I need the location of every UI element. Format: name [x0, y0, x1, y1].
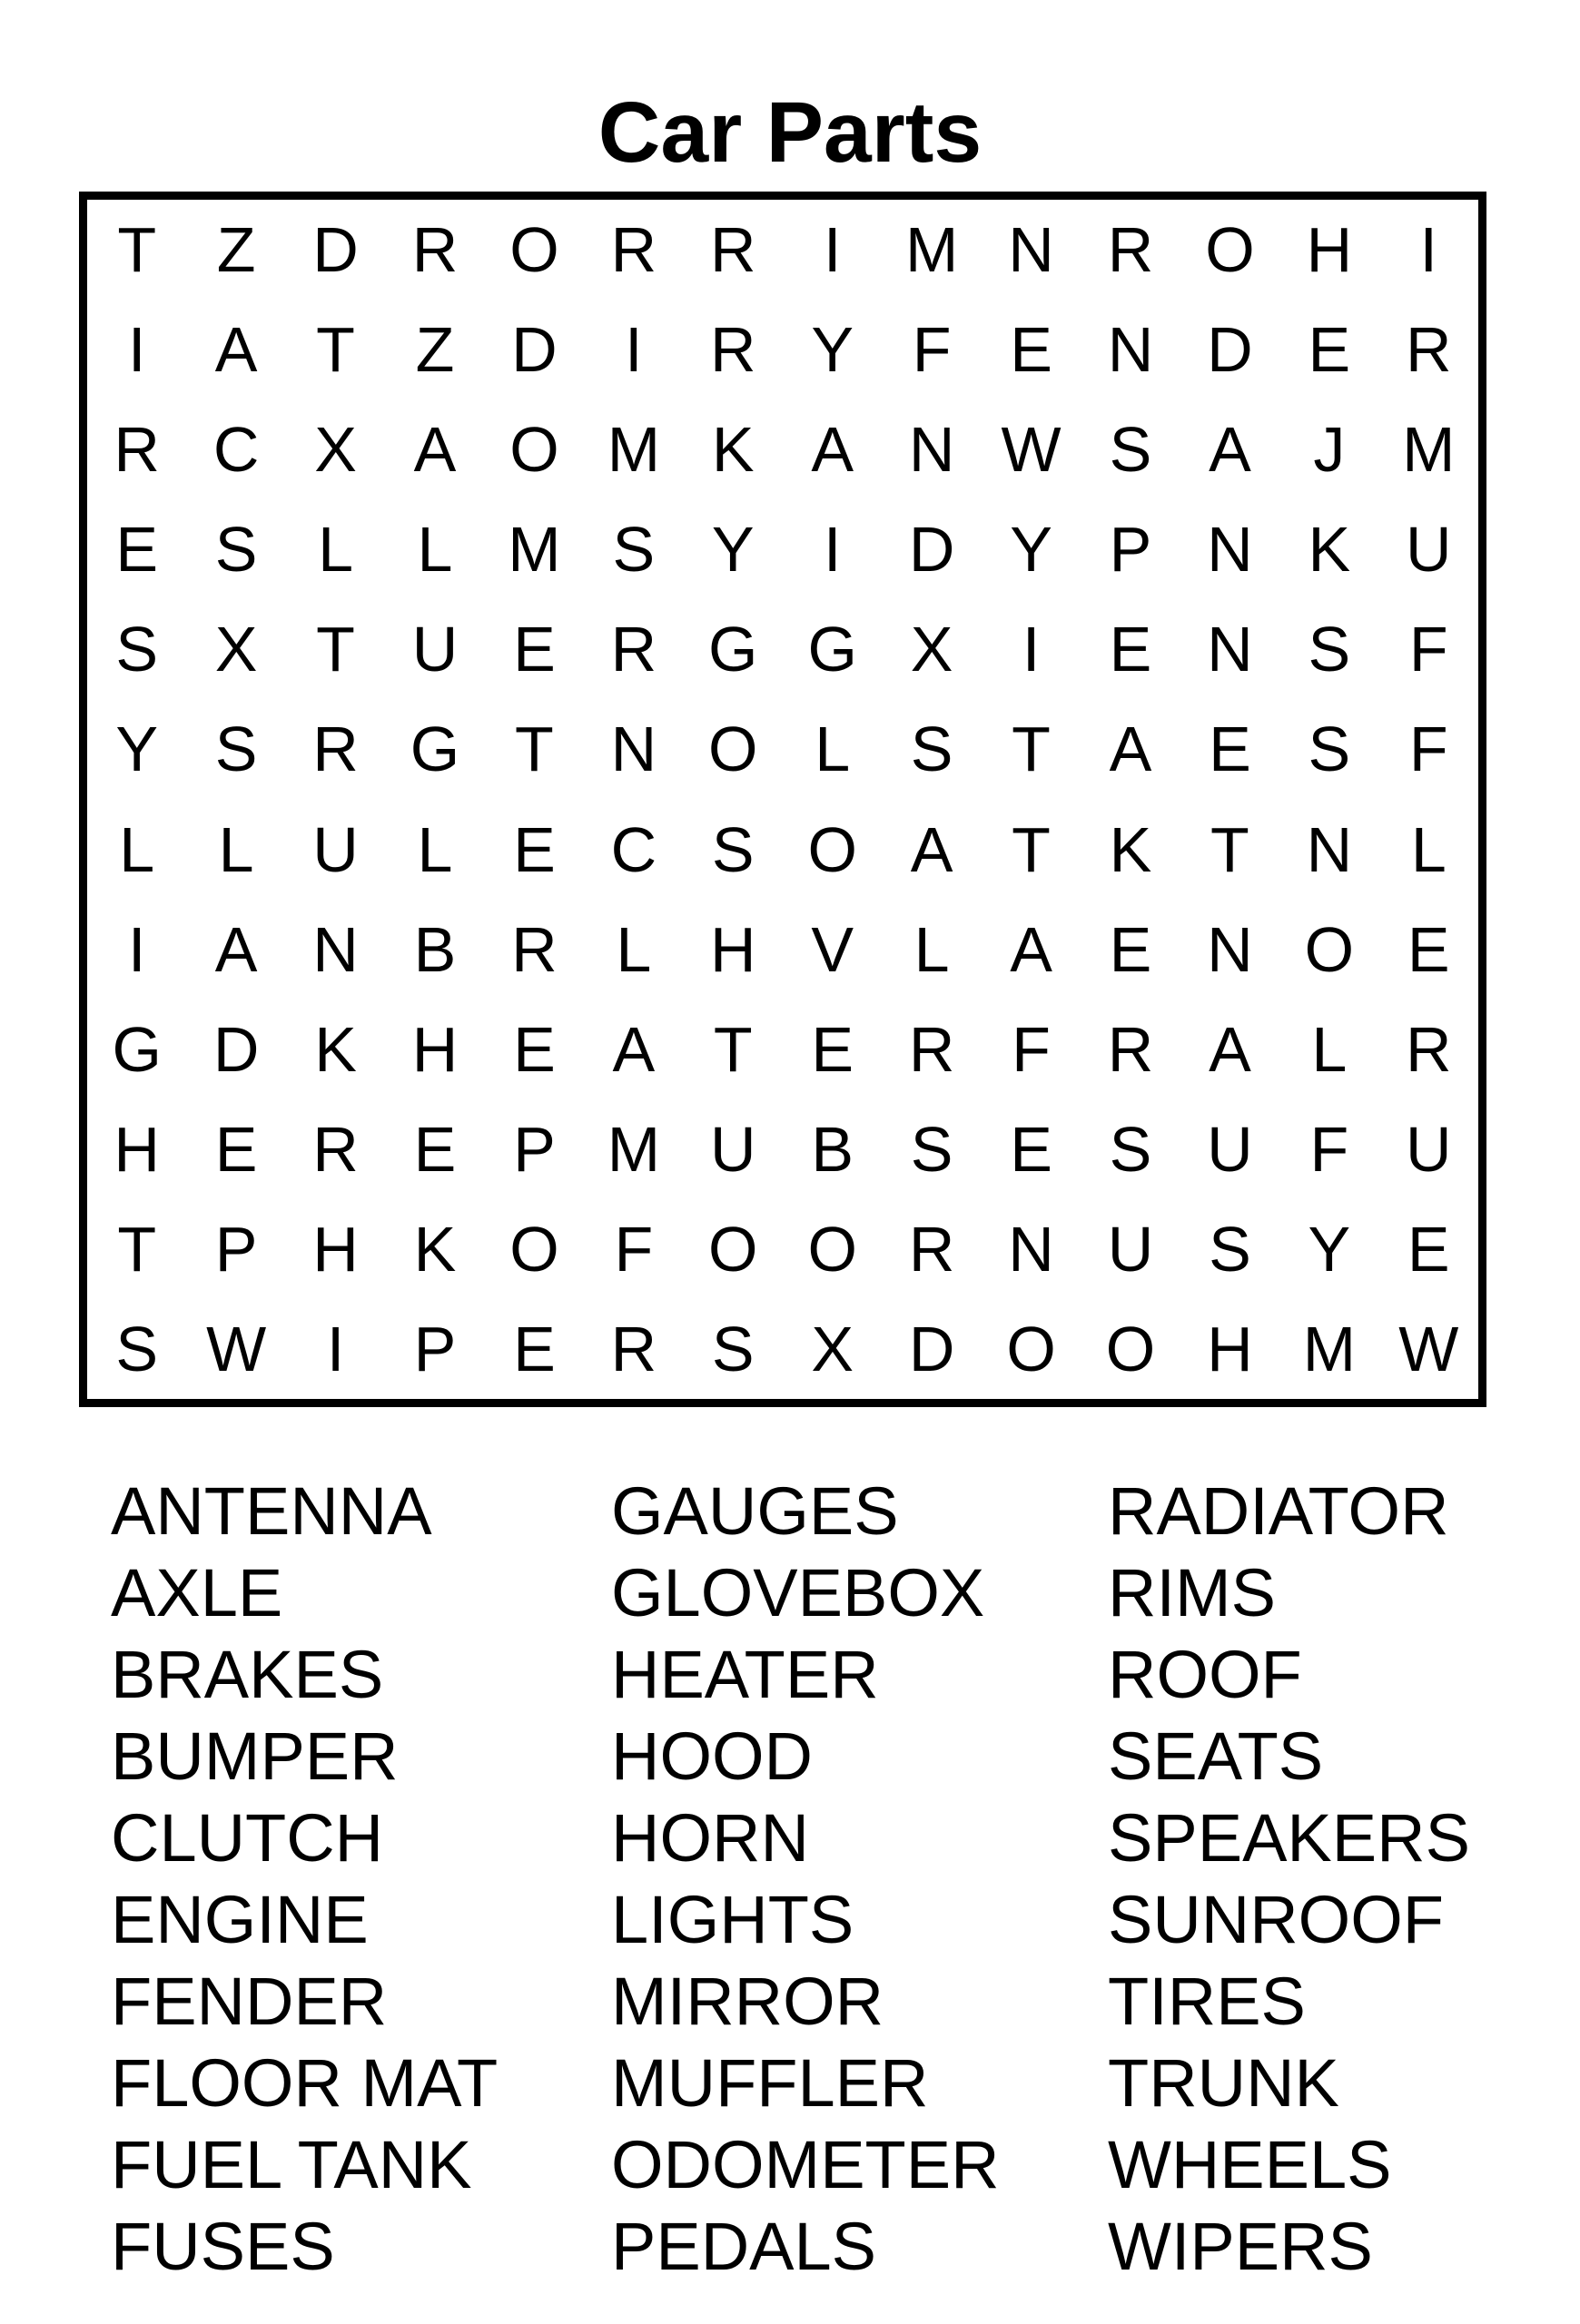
word-list-column-2: [611, 1471, 1000, 2288]
grid-cell-r7-c2: L: [218, 813, 254, 885]
grid-cell-r10-c10: E: [1010, 1113, 1052, 1185]
grid-cell-r4-c6: S: [612, 514, 656, 586]
grid-cell-r6-c11: A: [1109, 714, 1152, 785]
grid-cell-r11-c10: N: [1008, 1213, 1054, 1285]
word-item: GLOVEBOX: [611, 1555, 985, 1630]
grid-cell-r1-c3: D: [312, 214, 359, 286]
grid-cell-r7-c12: T: [1210, 813, 1249, 885]
grid-cell-r12-c4: P: [413, 1313, 457, 1384]
grid-cell-r3-c4: A: [413, 414, 457, 486]
grid-cell-r6-c1: Y: [115, 714, 159, 785]
grid-cell-r3-c8: A: [811, 414, 854, 486]
grid-cell-r1-c8: I: [823, 214, 842, 286]
grid-cell-r9-c13: L: [1311, 1013, 1348, 1085]
grid-cell-r2-c8: Y: [811, 314, 854, 386]
grid-cell-r6-c12: E: [1209, 714, 1251, 785]
grid-cell-r11-c6: F: [614, 1213, 654, 1285]
grid-cell-r2-c7: R: [710, 314, 756, 386]
grid-cell-r5-c1: S: [115, 614, 159, 685]
grid-cell-r3-c14: M: [1402, 414, 1456, 486]
word-item: TRUNK: [1108, 2045, 1339, 2121]
word-item: ANTENNA: [111, 1473, 432, 1549]
grid-cell-r9-c5: E: [513, 1013, 556, 1085]
grid-cell-r8-c1: I: [127, 913, 146, 985]
grid-cell-r7-c9: A: [910, 813, 953, 885]
grid-cell-r10-c8: B: [811, 1113, 854, 1185]
grid-cell-r5-c9: X: [910, 614, 953, 685]
grid-cell-r1-c10: N: [1008, 214, 1054, 286]
grid-cell-r11-c4: K: [413, 1213, 457, 1285]
word-item: AXLE: [111, 1555, 283, 1630]
word-item: SEATS: [1108, 1718, 1324, 1794]
grid-cell-r12-c10: O: [1006, 1313, 1056, 1384]
grid-cell-r6-c10: T: [1012, 714, 1051, 785]
grid-cell-r8-c10: A: [1010, 913, 1052, 985]
word-list-column-3: [1108, 1471, 1470, 2288]
grid-cell-r4-c4: L: [417, 514, 453, 586]
grid-cell-r3-c6: M: [607, 414, 660, 486]
grid-cell-r3-c10: W: [1001, 414, 1062, 486]
grid-cell-r9-c10: F: [1012, 1013, 1051, 1085]
word-item: ODOMETER: [611, 2127, 1000, 2202]
grid-cell-r2-c9: F: [912, 314, 952, 386]
grid-cell-r11-c3: H: [312, 1213, 359, 1285]
word-item: WHEELS: [1108, 2127, 1392, 2202]
grid-cell-r2-c14: R: [1406, 314, 1452, 386]
word-item: BUMPER: [111, 1718, 399, 1794]
grid-cell-r6-c9: S: [910, 714, 953, 785]
word-item: WIPERS: [1108, 2209, 1373, 2284]
grid-cell-r4-c11: P: [1109, 514, 1152, 586]
word-item: FUSES: [111, 2209, 335, 2284]
grid-cell-r8-c12: N: [1207, 913, 1253, 985]
grid-cell-r6-c8: L: [815, 714, 851, 785]
grid-cell-r12-c12: H: [1207, 1313, 1253, 1384]
grid-cell-r7-c10: T: [1012, 813, 1051, 885]
grid-cell-r11-c8: O: [807, 1213, 857, 1285]
grid-cell-r9-c14: R: [1406, 1013, 1452, 1085]
grid-cell-r10-c7: U: [710, 1113, 756, 1185]
grid-cell-r1-c14: I: [1419, 214, 1437, 286]
grid-cell-r5-c10: I: [1022, 614, 1041, 685]
grid-cell-r10-c14: U: [1406, 1113, 1452, 1185]
grid-cell-r10-c6: M: [607, 1113, 660, 1185]
grid-cell-r2-c5: D: [511, 314, 558, 386]
grid-cell-r9-c4: H: [411, 1013, 459, 1085]
word-item: PEDALS: [611, 2209, 877, 2284]
grid-cell-r12-c1: S: [115, 1313, 159, 1384]
grid-cell-r10-c4: E: [413, 1113, 457, 1185]
grid-cell-r11-c1: T: [117, 1213, 157, 1285]
grid-cell-r5-c11: E: [1109, 614, 1152, 685]
grid-cell-r6-c4: G: [410, 714, 460, 785]
grid-cell-r9-c7: T: [713, 1013, 753, 1085]
grid-cell-r3-c12: A: [1209, 414, 1251, 486]
grid-cell-r5-c4: U: [411, 614, 459, 685]
word-item: CLUTCH: [111, 1800, 384, 1876]
word-item: FLOOR MAT: [111, 2045, 499, 2121]
grid-cell-r11-c5: O: [509, 1213, 559, 1285]
grid-cell-r9-c11: R: [1107, 1013, 1154, 1085]
word-item: TIRES: [1108, 1964, 1306, 2039]
grid-cell-r7-c3: U: [312, 813, 359, 885]
grid-cell-r7-c11: K: [1109, 813, 1152, 885]
grid-cell-r8-c11: E: [1109, 913, 1152, 985]
grid-cell-r11-c11: U: [1107, 1213, 1154, 1285]
grid-cell-r4-c9: D: [908, 514, 955, 586]
grid-cell-r3-c5: O: [509, 414, 559, 486]
grid-cell-r1-c1: T: [117, 214, 157, 286]
grid-cell-r12-c5: E: [513, 1313, 556, 1384]
grid-cell-r1-c5: O: [509, 214, 559, 286]
grid-cell-r9-c6: A: [612, 1013, 656, 1085]
grid-cell-r8-c8: V: [811, 913, 854, 985]
grid-cell-r8-c4: B: [413, 913, 457, 985]
grid-cell-r4-c8: I: [823, 514, 842, 586]
grid-cell-r1-c6: R: [610, 214, 657, 286]
word-item: RADIATOR: [1108, 1473, 1449, 1549]
grid-cell-r7-c14: L: [1410, 813, 1447, 885]
grid-cell-r8-c3: N: [312, 913, 359, 985]
word-item: FUEL TANK: [111, 2127, 472, 2202]
grid-cell-r12-c13: M: [1302, 1313, 1356, 1384]
grid-cell-r11-c13: Y: [1308, 1213, 1351, 1285]
word-item: MIRROR: [611, 1964, 884, 2039]
grid-cell-r3-c11: S: [1109, 414, 1152, 486]
grid-cell-r11-c12: S: [1209, 1213, 1251, 1285]
grid-cell-r5-c12: N: [1207, 614, 1253, 685]
grid-cell-r8-c13: O: [1304, 913, 1355, 985]
grid-cell-r2-c13: E: [1308, 314, 1351, 386]
grid-cell-r5-c6: R: [610, 614, 657, 685]
grid-cell-r2-c6: I: [625, 314, 643, 386]
grid-cell-r4-c3: L: [318, 514, 354, 586]
grid-cell-r7-c1: L: [119, 813, 155, 885]
grid-cell-r2-c3: T: [316, 314, 355, 386]
grid-cell-r12-c9: D: [908, 1313, 955, 1384]
grid-cell-r1-c11: R: [1107, 214, 1154, 286]
grid-cell-r7-c4: L: [417, 813, 453, 885]
grid-cell-r7-c7: S: [711, 813, 755, 885]
grid-cell-r3-c9: N: [908, 414, 955, 486]
grid-cell-r4-c13: K: [1308, 514, 1351, 586]
grid-cell-r4-c2: S: [214, 514, 258, 586]
grid-cell-r7-c6: C: [610, 813, 657, 885]
grid-cell-r11-c2: P: [214, 1213, 258, 1285]
grid-cell-r11-c9: R: [908, 1213, 955, 1285]
grid-cell-r1-c12: O: [1205, 214, 1255, 286]
page-title: Car Parts: [597, 84, 983, 181]
word-item: ENGINE: [111, 1882, 369, 1957]
grid-cell-r10-c2: E: [214, 1113, 258, 1185]
grid-cell-r5-c3: T: [316, 614, 355, 685]
grid-cell-r11-c7: O: [708, 1213, 758, 1285]
grid-cell-r11-c14: E: [1407, 1213, 1450, 1285]
grid-cell-r10-c11: S: [1109, 1113, 1152, 1185]
grid-cell-r4-c1: E: [115, 514, 159, 586]
grid-cell-r2-c10: E: [1010, 314, 1052, 386]
word-item: HEATER: [611, 1637, 879, 1712]
grid-cell-r12-c7: S: [711, 1313, 755, 1384]
grid-cell-r9-c2: D: [212, 1013, 260, 1085]
grid-cell-r5-c13: S: [1308, 614, 1351, 685]
word-item: SUNROOF: [1108, 1882, 1444, 1957]
word-item: RIMS: [1108, 1555, 1276, 1630]
grid-cell-r6-c2: S: [214, 714, 258, 785]
grid-cell-r10-c3: R: [312, 1113, 359, 1185]
grid-cell-r10-c1: H: [114, 1113, 160, 1185]
grid-cell-r10-c13: F: [1309, 1113, 1349, 1185]
grid-cell-r5-c14: F: [1408, 614, 1448, 685]
grid-cell-r12-c2: W: [206, 1313, 267, 1384]
grid-cell-r4-c10: Y: [1010, 514, 1052, 586]
grid-cell-r3-c3: X: [314, 414, 357, 486]
grid-cell-r12-c8: X: [811, 1313, 854, 1384]
grid-cell-r1-c9: M: [904, 214, 959, 286]
grid-cell-r8-c2: A: [214, 913, 258, 985]
word-item: BRAKES: [111, 1637, 384, 1712]
grid-cell-r3-c1: R: [114, 414, 160, 486]
grid-cell-r8-c7: H: [710, 913, 756, 985]
grid-cell-r4-c14: U: [1406, 514, 1452, 586]
grid-cell-r8-c14: E: [1407, 913, 1450, 985]
grid-cell-r6-c13: S: [1308, 714, 1351, 785]
grid-cell-r2-c2: A: [214, 314, 258, 386]
grid-cell-r2-c1: I: [127, 314, 146, 386]
word-search-grid: [79, 192, 1486, 1407]
grid-cell-r1-c13: H: [1306, 214, 1353, 286]
word-item: LIGHTS: [611, 1882, 854, 1957]
grid-cell-r3-c2: C: [212, 414, 260, 486]
grid-cell-r7-c8: O: [807, 813, 857, 885]
word-item: SPEAKERS: [1108, 1800, 1470, 1876]
grid-cell-r6-c6: N: [610, 714, 657, 785]
grid-cell-r8-c5: R: [511, 913, 558, 985]
grid-cell-r8-c6: L: [616, 913, 652, 985]
grid-cell-r10-c9: S: [910, 1113, 953, 1185]
grid-cell-r10-c5: P: [513, 1113, 556, 1185]
grid-cell-r4-c12: N: [1207, 514, 1253, 586]
grid-cell-r9-c9: R: [908, 1013, 955, 1085]
grid-cell-r1-c4: R: [411, 214, 459, 286]
grid-cell-r10-c12: U: [1207, 1113, 1253, 1185]
grid-cell-r9-c8: E: [811, 1013, 854, 1085]
grid-cell-r9-c3: K: [314, 1013, 357, 1085]
grid-cell-r9-c12: A: [1209, 1013, 1251, 1085]
grid-cell-r12-c3: I: [326, 1313, 345, 1384]
word-item: FENDER: [111, 1964, 388, 2039]
word-item: HOOD: [611, 1718, 813, 1794]
grid-cell-r1-c2: Z: [216, 214, 256, 286]
grid-cell-r5-c2: X: [214, 614, 258, 685]
grid-cell-r5-c8: G: [807, 614, 857, 685]
grid-cell-r6-c5: T: [515, 714, 554, 785]
word-item: GAUGES: [611, 1473, 899, 1549]
grid-cell-r3-c7: K: [711, 414, 755, 486]
grid-cell-r2-c12: D: [1207, 314, 1253, 386]
grid-cell-r8-c9: L: [913, 913, 950, 985]
grid-cell-r2-c4: Z: [415, 314, 455, 386]
grid-cell-r4-c5: M: [508, 514, 561, 586]
grid-cell-r1-c7: R: [710, 214, 756, 286]
grid-cell-r9-c1: G: [112, 1013, 162, 1085]
word-item: MUFFLER: [611, 2045, 929, 2121]
grid-cell-r12-c11: O: [1105, 1313, 1156, 1384]
grid-cell-r6-c14: F: [1408, 714, 1448, 785]
word-item: HORN: [611, 1800, 809, 1876]
grid-cell-r7-c5: E: [513, 813, 556, 885]
word-item: ROOF: [1108, 1637, 1302, 1712]
grid-cell-r2-c11: N: [1107, 314, 1154, 386]
grid-cell-r7-c13: N: [1306, 813, 1353, 885]
grid-cell-r12-c6: R: [610, 1313, 657, 1384]
grid-cell-r6-c3: R: [312, 714, 359, 785]
grid-cell-r5-c7: G: [708, 614, 758, 685]
grid-cell-r12-c14: W: [1398, 1313, 1459, 1384]
grid-cell-r6-c7: O: [708, 714, 758, 785]
word-list-column-1: [111, 1471, 498, 2288]
grid-cell-r5-c5: E: [513, 614, 556, 685]
grid-cell-r4-c7: Y: [711, 514, 755, 586]
grid-cell-r3-c13: J: [1313, 414, 1346, 486]
